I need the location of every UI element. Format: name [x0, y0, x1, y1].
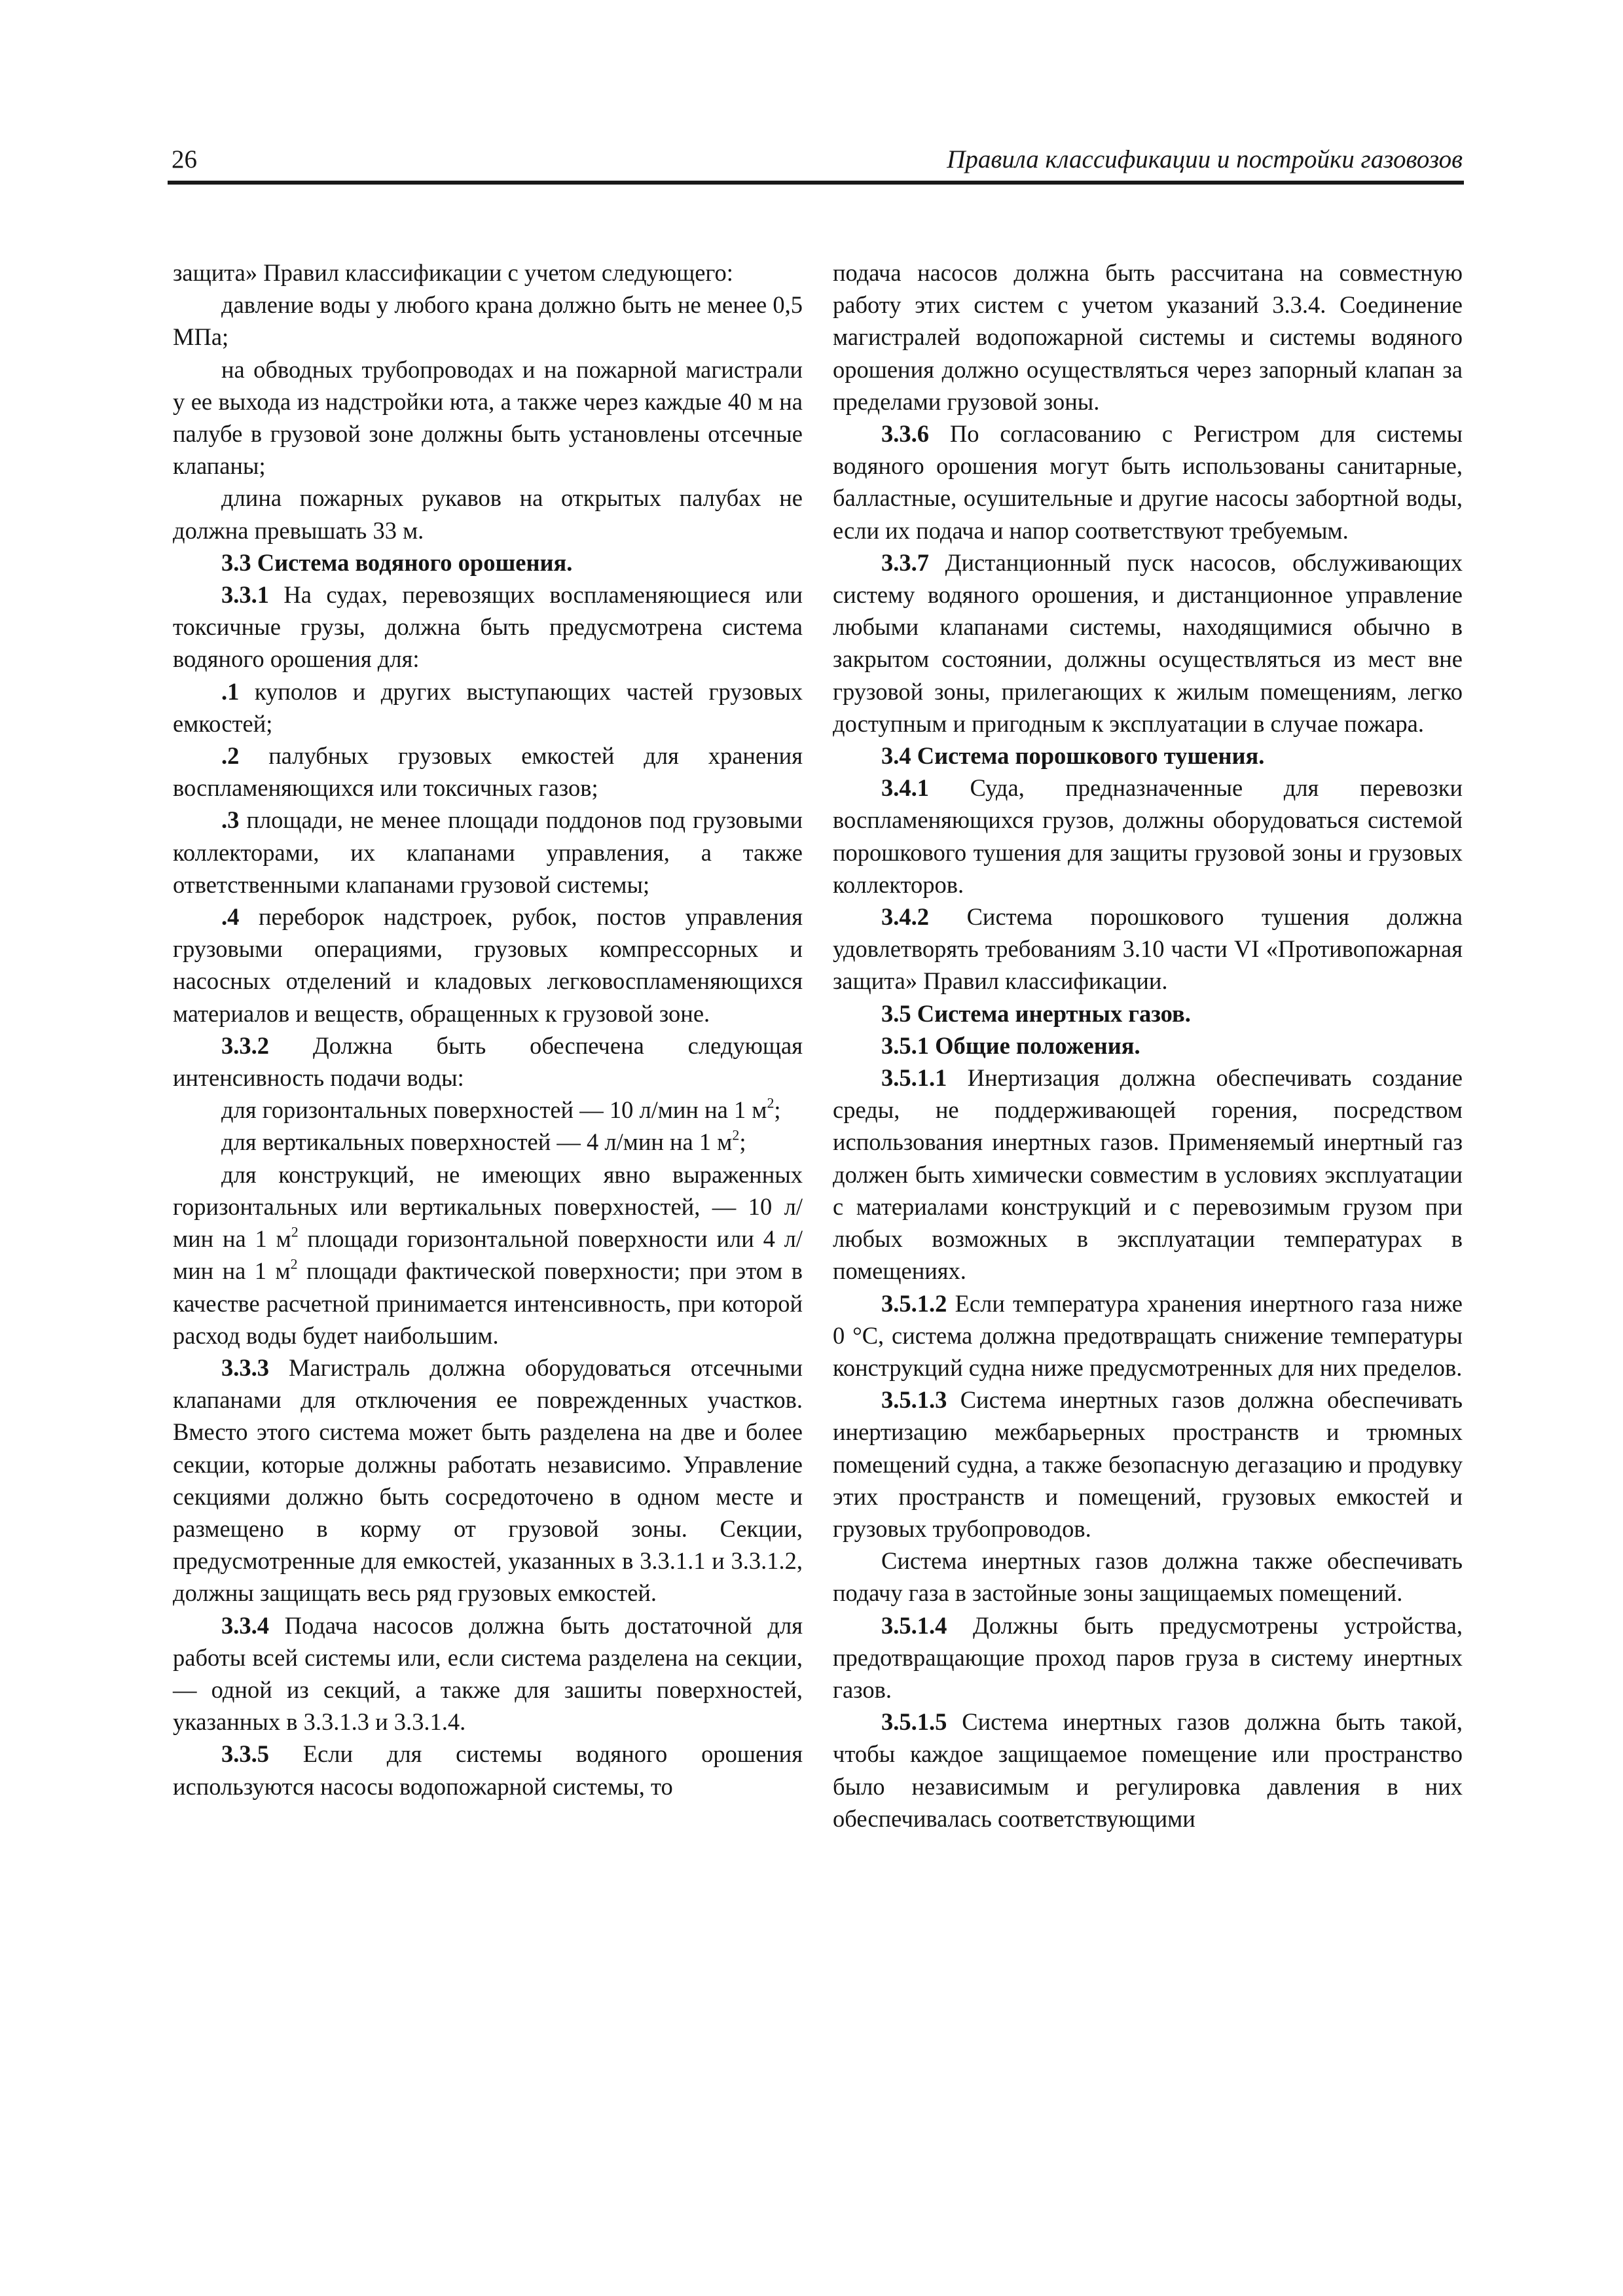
section-heading: 3.4 Система порошкового тушения. [881, 742, 1265, 770]
clause-number: 3.3.5 [221, 1740, 269, 1768]
paragraph: для горизонтальных поверхностей — 10 л/мин на 1 $м^2$; [221, 1094, 781, 1124]
clause-number: 3.3.2 [221, 1031, 269, 1059]
paragraph: 3.3.3 Магистраль должна оборудоваться отсечными клапанами для отключения ее поврежденных участков. Вместо этого система может быть разделена на две и более секции, которые должны работать независимо. Управление секциями должно быть сосредоточено в одном месте и размещено в корму от грузовой зоны. Секции, предусмотренные для емкостей, указанных в 3.3.1.1 и 3.3.1.2, должны защищать весь ряд грузовых емкостей. [173, 1354, 803, 1607]
paragraph: 3.3.6 По согласованию с Регистром для системы водяного орошения могут быть использованы санитарные, балластные, осушительные и другие насосы забортной воды, если их подача и напор соответствуют требуемым. [833, 420, 1463, 544]
running-title: Правила классификации и постройки газовозов [947, 145, 1463, 173]
paragraph: длина пожарных рукавов на открытых палубах не должна превышать 33 м. [173, 484, 803, 544]
clause-number: 3.4.2 [881, 903, 929, 931]
clause-number: 3.5.1.4 [881, 1611, 947, 1639]
clause-number: 3.3.4 [221, 1611, 269, 1639]
section-heading: 3.5 Система инертных газов. [881, 999, 1191, 1027]
section-heading: 3.3 Система водяного орошения. [221, 548, 573, 576]
subsection-heading: 3.5.1 Общие положения. [881, 1031, 1140, 1059]
paragraph: 3.3.5 Если для системы водяного орошения используются насосы водопожарной системы, то [173, 1740, 803, 1800]
left-column [173, 257, 803, 1803]
paragraph: подача насосов должна быть рассчитана на совместную работу этих систем с учетом указаний 3.3.4. Соединение магистралей водопожарной системы и системы водяного орошения должно осуществляться через запорный клапан за пределами грузовой зоны. [833, 259, 1463, 415]
paragraph: 3.5.1.1 Инертизация должна обеспечивать создание среды, не поддерживающей горения, посредством использования инертных газов. Применяемый инертный газ должен быть химически совместим в условиях эксплуатации с материалами конструкций и с перевозимым грузом при любых возможных в эксплуатации температурах в помещениях. [833, 1064, 1463, 1285]
item-number: .4 [221, 903, 240, 931]
paragraph: 3.5.1.4 Должны быть предусмотрены устройства, предотвращающие проход паров груза в систему инертных газов. [833, 1611, 1463, 1703]
right-column [833, 257, 1463, 1835]
paragraph: 3.4.1 Суда, предназначенные для перевозки воспламеняющихся грузов, должны оборудоваться системой порошкового тушения для защиты грузовой зоны и грузовых коллекторов. [833, 774, 1463, 898]
clause-number: 3.5.1.5 [881, 1708, 947, 1736]
clause-number: 3.3.7 [881, 548, 929, 576]
item-number: .3 [221, 806, 240, 834]
paragraph: 3.3.2 Должна быть обеспечена следующая интенсивность подачи воды: [173, 1031, 803, 1092]
paragraph: 3.3.1 На судах, перевозящих воспламеняющиеся или токсичные грузы, должна быть предусмотрена система водяного орошения для: [173, 581, 803, 673]
page-number: 26 [172, 145, 197, 173]
clause-number: 3.3.3 [221, 1354, 269, 1381]
paragraph: 3.5.1.5 Система инертных газов должна быть такой, чтобы каждое защищаемое помещение или пространство было независимым и регулировка давления в них обеспечивалась соответствующими [833, 1708, 1463, 1832]
paragraph: для конструкций, не имеющих явно выраженных горизонтальных или вертикальных поверхностей, — 10 л/мин на 1 $м^2$ площади горизонтальной поверхности или 4 л/мин на 1 $м^2$ площади фактической поверхности; при этом в качестве расчетной принимается интенсивность, при которой расход воды будет наибольшим. [173, 1160, 803, 1349]
list-item: .1 куполов и других выступающих частей грузовых емкостей; [173, 677, 803, 737]
item-number: .2 [221, 742, 240, 770]
paragraph: 3.5.1.2 Если температура хранения инертного газа ниже 0 °С, система должна предотвращать снижение температуры конструкций судна ниже предусмотренных для них пределов. [833, 1289, 1463, 1381]
list-item: .3 площади, не менее площади поддонов под грузовыми коллекторами, их клапанами управления, а также ответственными клапанами грузовой системы; [173, 806, 803, 898]
list-item: .4 переборок надстроек, рубок, постов управления грузовыми операциями, грузовых компрессорных и насосных отделений и кладовых легковоспламеняющихся материалов и веществ, обращенных к грузовой зоне. [173, 903, 803, 1027]
item-number: .1 [221, 677, 240, 705]
paragraph: 3.3.4 Подача насосов должна быть достаточной для работы всей системы или, если система разделена на секции, — одной из секций, а также для зашиты поверхностей, указанных в 3.3.1.3 и 3.3.1.4. [173, 1611, 803, 1736]
page-header [168, 140, 1464, 185]
clause-number: 3.5.1.3 [881, 1386, 947, 1414]
clause-number: 3.3.1 [221, 581, 269, 609]
paragraph: 3.5.1.3 Система инертных газов должна обеспечивать инертизацию межбарьерных пространств и трюмных помещений судна, а также безопасную дегазацию и продувку этих пространств и помещений, грузовых емкостей и грузовых трубопроводов. [833, 1386, 1463, 1542]
paragraph: давление воды у любого крана должно быть не менее 0,5 МПа; [173, 291, 803, 351]
clause-number: 3.3.6 [881, 420, 929, 448]
paragraph: Система инертных газов должна также обеспечивать подачу газа в застойные зоны защищаемых помещений. [833, 1547, 1463, 1607]
paragraph: защита» Правил классификации с учетом следующего: [173, 259, 733, 286]
paragraph: для вертикальных поверхностей — 4 л/мин на 1 $м^2$; [221, 1127, 746, 1156]
clause-number: 3.5.1.1 [881, 1064, 947, 1092]
list-item: .2 палубных грузовых емкостей для хранения воспламеняющихся или токсичных газов; [173, 742, 803, 802]
paragraph: 3.4.2 Система порошкового тушения должна удовлетворять требованиям 3.10 части VI «Противопожарная защита» Правил классификации. [833, 903, 1463, 995]
clause-number: 3.5.1.2 [881, 1289, 947, 1317]
paragraph: на обводных трубопроводах и на пожарной магистрали у ее выхода из надстройки юта, а также через каждые 40 м на палубе в грузовой зоне должны быть установлены отсечные клапаны; [173, 355, 803, 480]
paragraph: 3.3.7 Дистанционный пуск насосов, обслуживающих систему водяного орошения, и дистанционное управление любыми клапанами системы, находящимися обычно в закрытом состоянии, должны осуществляться из мест вне грузовой зоны, прилегающих к жилым помещениям, легко доступным и пригодным к эксплуатации в случае пожара. [833, 548, 1463, 737]
clause-number: 3.4.1 [881, 774, 929, 802]
